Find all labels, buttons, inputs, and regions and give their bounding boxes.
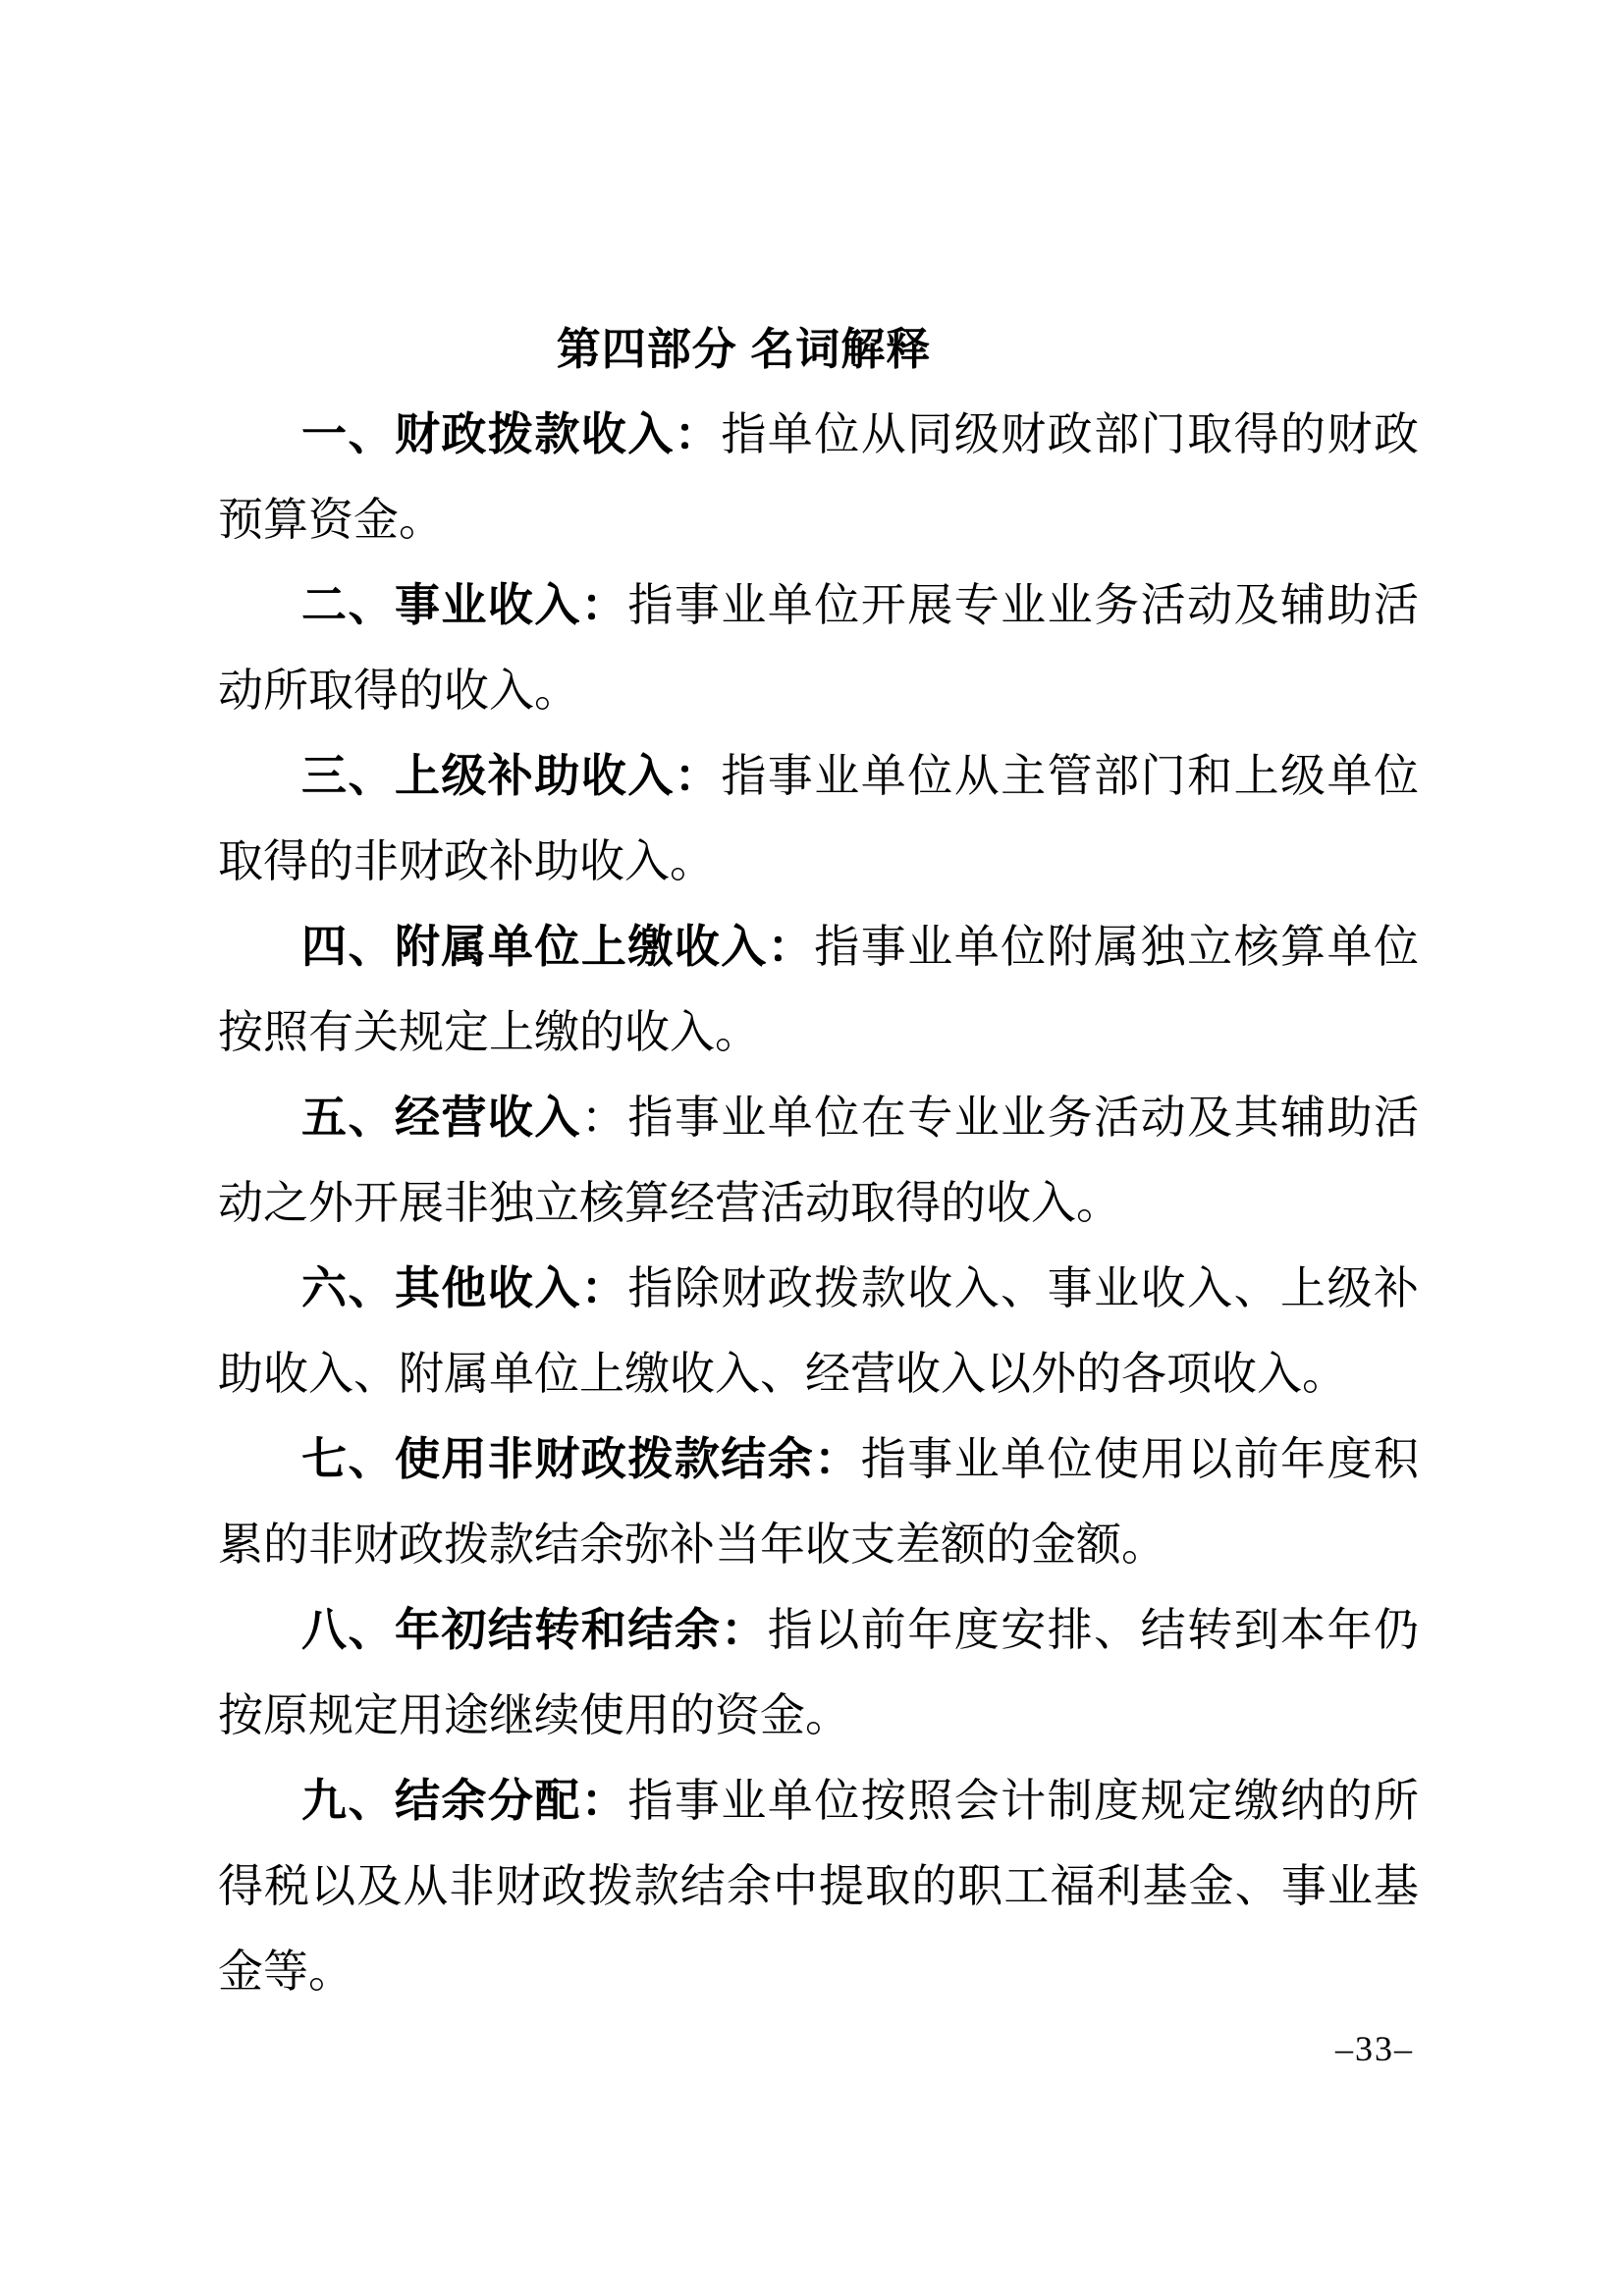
definition-text: 指事业单位按照会计制度规定缴纳的所得税以及从非财政拨款结余中提取的职工福利基金、事业基金等。 bbox=[218, 1776, 1420, 1997]
definition-item bbox=[218, 392, 1419, 562]
definition-term-label: 三、上级补助收入： bbox=[301, 750, 722, 801]
definition-item bbox=[218, 1416, 1419, 1587]
definition-term-label: 二、事业收入： bbox=[301, 579, 628, 630]
definition-item bbox=[218, 1075, 1419, 1246]
definition-term-label: 七、使用非财政拨款结余： bbox=[301, 1433, 861, 1484]
definition-text: 指事业单位使用以前年度积累的非财政拨款结余弥补当年收支差额的金额。 bbox=[218, 1434, 1420, 1570]
definition-text: 指事业单位从主管部门和上级单位取得的非财政补助收入。 bbox=[218, 751, 1420, 886]
page-title: 第四部分 名词解释 bbox=[556, 324, 932, 374]
definition-term-label: 六、其他收入： bbox=[301, 1262, 628, 1313]
page-number: –33– bbox=[1335, 2029, 1414, 2068]
definition-term-label: 四、附属单位上缴收入： bbox=[301, 921, 815, 972]
definition-text: 指以前年度安排、结转到本年仍按原规定用途继续使用的资金。 bbox=[218, 1605, 1420, 1740]
document-content bbox=[218, 306, 1419, 2014]
definition-text: 指单位从同级财政部门取得的财政预算资金。 bbox=[218, 409, 1420, 545]
definition-term-label: 五、经营收入 bbox=[301, 1092, 581, 1143]
definition-text: 指除财政拨款收入、事业收入、上级补助收入、附属单位上缴收入、经营收入以外的各项收入。 bbox=[218, 1263, 1420, 1399]
definition-item bbox=[218, 562, 1419, 733]
definitions-list bbox=[218, 392, 1419, 2014]
definition-text: ：指事业单位在专业业务活动及其辅助活动之外开展非独立核算经营活动取得的收入。 bbox=[218, 1093, 1420, 1228]
definition-item bbox=[218, 733, 1419, 904]
definition-term-label: 八、年初结转和结余： bbox=[301, 1604, 768, 1655]
definition-item bbox=[218, 904, 1419, 1075]
definition-term-label: 一、财政拨款收入： bbox=[301, 408, 722, 459]
definition-item bbox=[218, 1758, 1419, 2014]
definition-text: 指事业单位附属独立核算单位按照有关规定上缴的收入。 bbox=[218, 922, 1420, 1057]
definition-text: 指事业单位开展专业业务活动及辅助活动所取得的收入。 bbox=[218, 580, 1420, 716]
definition-item bbox=[218, 1587, 1419, 1758]
definition-term-label: 九、结余分配： bbox=[301, 1775, 628, 1826]
definition-item bbox=[218, 1246, 1419, 1416]
